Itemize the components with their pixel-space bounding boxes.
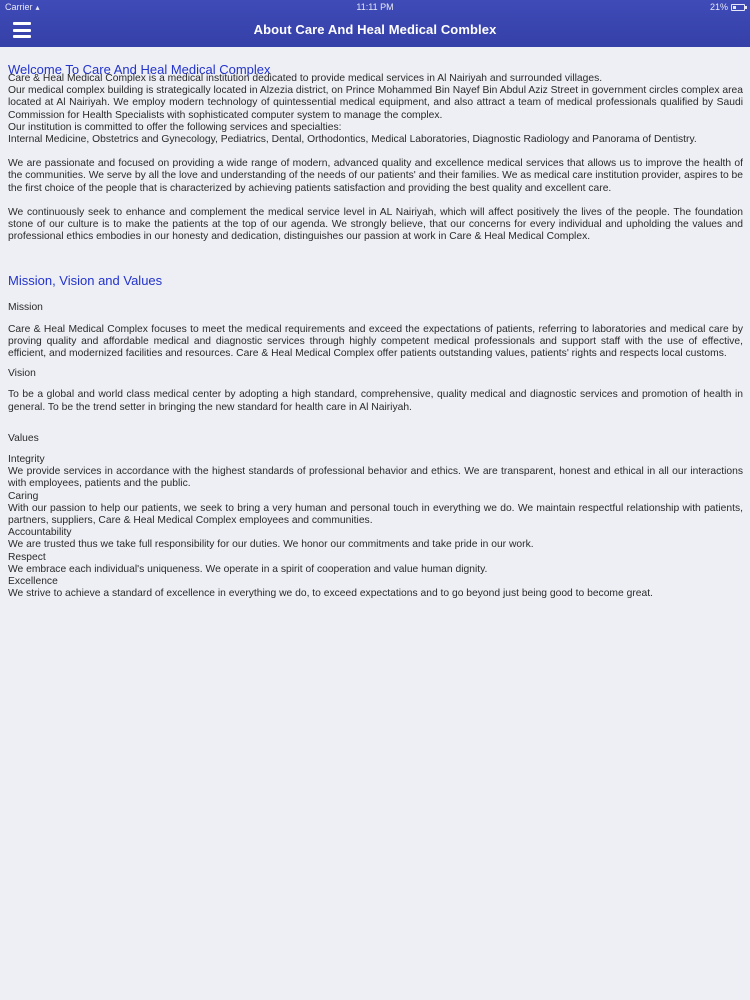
battery-icon (731, 4, 745, 11)
value-text-excellence: We strive to achieve a standard of excellence in everything we do, to exceed expectations and to go beyond just being good to become great. (8, 588, 653, 600)
value-text-accountability: We are trusted thus we take full responsibility for our duties. We honor our commitments and take pride in our work. (8, 539, 534, 551)
welcome-heading: Welcome To Care And Heal Medical Complex (8, 62, 271, 77)
value-text-integrity: We provide services in accordance with the highest standards of professional behavior and ethics. We are transparent, honest and ethical in all our interactions with employees, patients and the public. (8, 466, 743, 490)
value-name-accountability: Accountability (8, 527, 72, 539)
value-name-respect: Respect (8, 551, 46, 563)
vision-label: Vision (8, 368, 36, 380)
battery-percent: 21% (709, 2, 728, 12)
navigation-bar (0, 0, 750, 47)
battery-info (710, 2, 745, 12)
mission-text: Care & Heal Medical Complex focuses to meet the medical requirements and exceed the expectations of patients, referring to laboratories and medical care by proving quality and affordable medical and diagnostic services through highly competent medical professionals and support staff with the use of effective, efficient, and modernized facilities and resources. Care & Heal Medical Complex offer patients outstanding values, patients' rights and respects local customs. (8, 323, 743, 360)
location-paragraph: Our medical complex building is strategically located in Alzezia district, on Prince Mohammed Bin Nayef Bin Abdul Aziz Street in government circles complex area located at Al Nairiyah. We employ modern technology of quintessential medical equipment, and also attract a team of medical professionals qualified by Saudi Commission for Health Specialists with sophisticated computer system to manage the complex. (8, 85, 743, 121)
value-name-integrity: Integrity (8, 454, 45, 466)
value-name-excellence: Excellence (8, 576, 58, 588)
values-list (8, 454, 743, 600)
services-intro: Our institution is committed to offer the following services and specialties: (8, 121, 342, 133)
status-bar (0, 0, 750, 14)
about-content (8, 62, 743, 601)
vision-text: To be a global and world class medical center by adopting a high standard, comprehensive, quality medical and diagnostic services and promotion of health in general. To be the trend setter in bringing the new standard for health care in Al Nairiyah. (8, 389, 743, 413)
passion-paragraph: We are passionate and focused on providing a wide range of modern, advanced quality and excellence medical services that allows us to improve the health of the communities. We serve by all the love and understanding of the needs of our patients' and their families. We as medical care institution provider, aspires to be the first choice of the people that is characterized by achieving patients satisfaction and providing the best quality and excellent care. (8, 158, 743, 194)
values-label: Values (8, 432, 39, 444)
welcome-paragraph: Care & Heal Medical Complex is a medical institution dedicated to provide medical services in Al Nairiyah and surrounded villages. (8, 73, 603, 84)
mission-label: Mission (8, 302, 43, 314)
mvv-heading: Mission, Vision and Values (8, 273, 163, 289)
value-text-caring: With our passion to help our patients, we seek to bring a very human and personal touch in everything we do. We maintain respectful relationship with patients, partners, suppliers, Care & Heal Medical Complex employees and communities. (8, 502, 743, 527)
welcome-body (8, 73, 743, 243)
carrier-label: Carrier (5, 2, 33, 12)
page-title: About Care And Heal Medical Comblex (253, 22, 497, 37)
wifi-icon: ▴ (35, 2, 40, 12)
status-time: 11:11 PM (356, 2, 394, 12)
services-list: Internal Medicine, Obstetrics and Gynecology, Pediatrics, Dental, Orthodontics, Medical Laboratories, Diagnostic Radiology and Panorama of Dentistry. (8, 134, 697, 146)
value-text-respect: We embrace each individual's uniqueness. We operate in a spirit of cooperation and value human dignity. (8, 563, 488, 575)
value-name-caring: Caring (8, 490, 39, 502)
culture-paragraph: We continuously seek to enhance and complement the medical service level in AL Nairiyah, which will affect positively the lives of the people. The foundation stone of our culture is to make the patients at the top of our agenda. We strongly believe, that our concerns for every individual and upholding the values and professional ethics embodies in our honesty and dedication, distinguishes our passion at work in Care & Heal Medical Complex. (8, 206, 743, 243)
